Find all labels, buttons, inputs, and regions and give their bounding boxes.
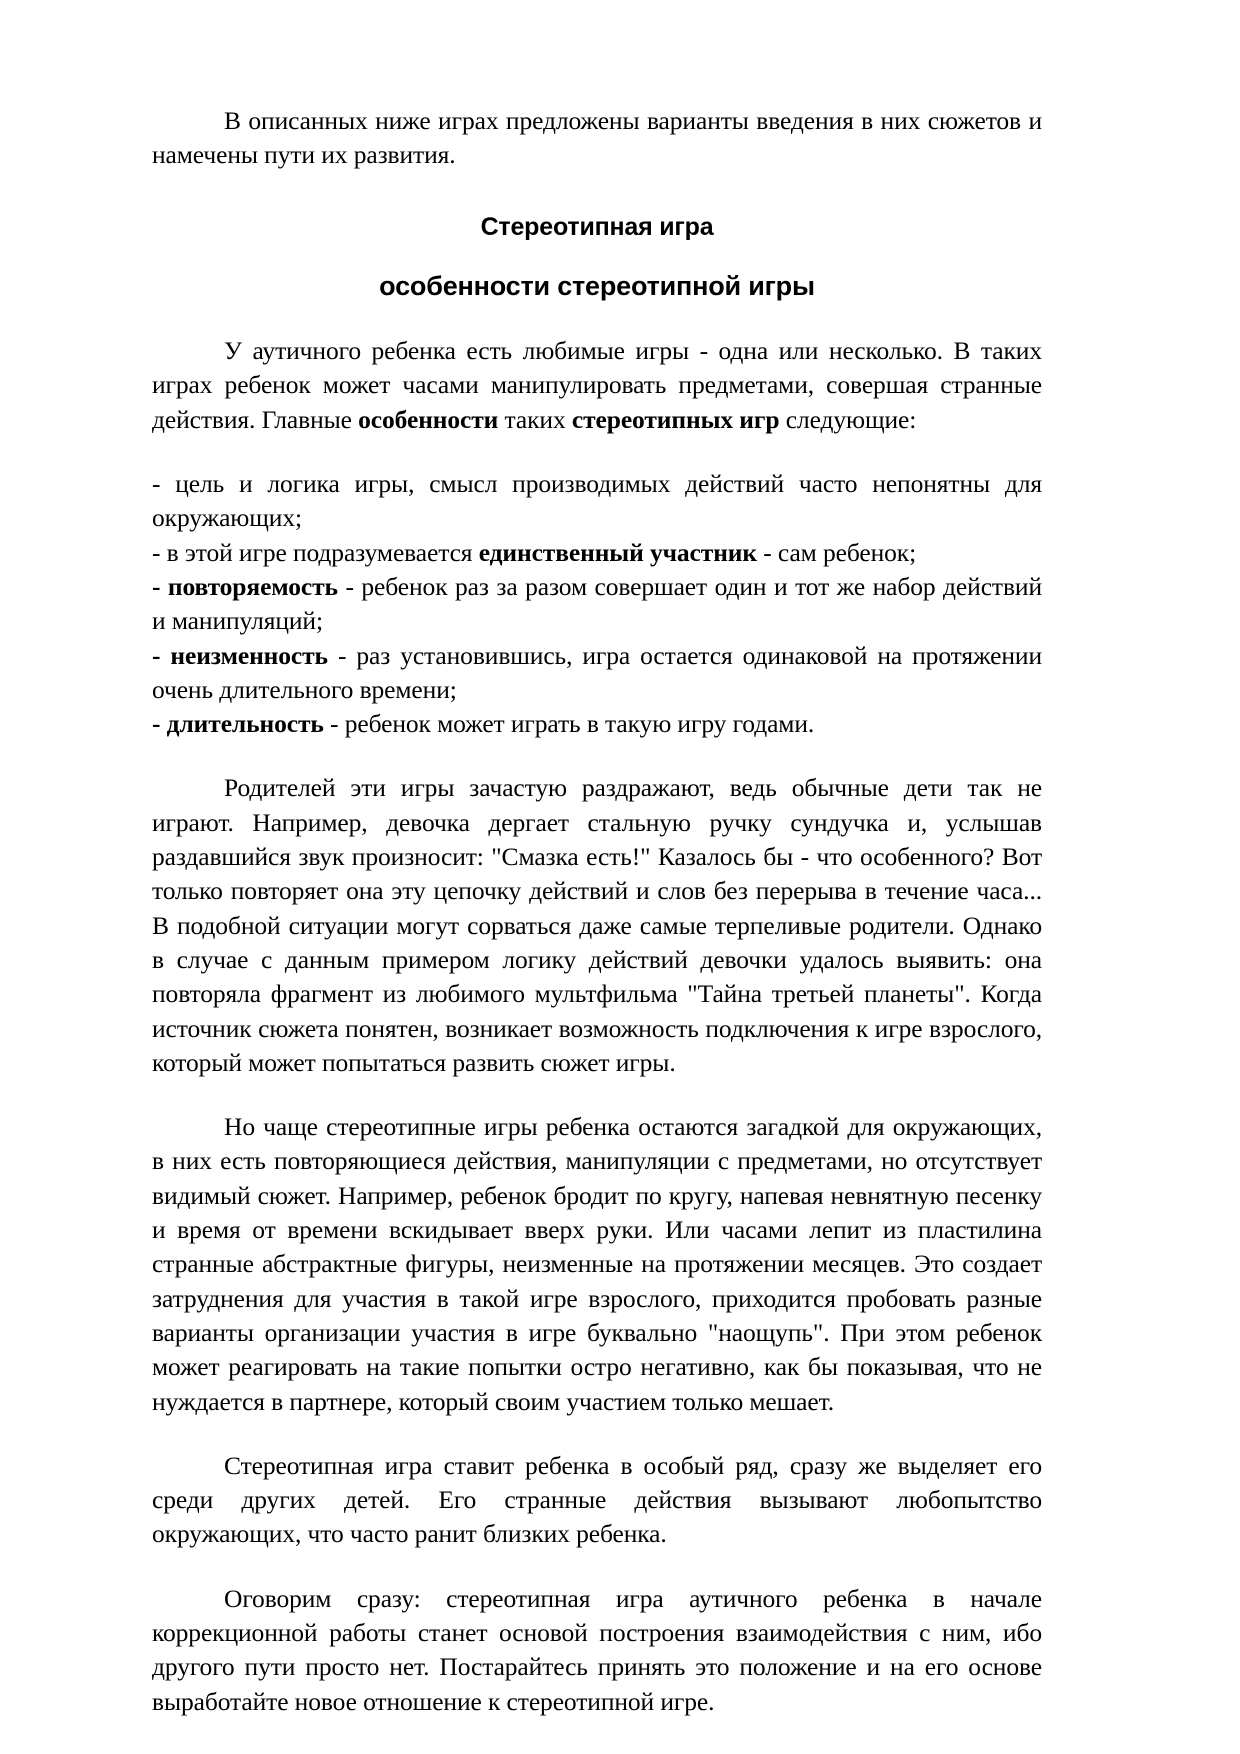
features-intro-part3: следующие: <box>779 404 917 434</box>
features-intro-part2: таких <box>498 404 572 434</box>
spacer-between-headings <box>152 243 1042 269</box>
list-item-text-pre: в этой игре подразумевается <box>166 537 479 567</box>
riddle-paragraph: Но чаще стереотипные игры ребенка остаются загадкой для окружающих, в них есть повторяющиеся действия, манипуляции с предметами, но отсутствует видимый сюжет. Например, ребенок бродит по кругу, напевая невнятную песенку и время от времени вскидывает вверх руки. Или часами лепит из пластилина странные абстрактные фигуры, неизменные на протяжении месяцев. Это создает затруднения для участия в такой игре взрослого, приходится пробовать разные варианты организации участия в игре буквально "наощупь". При этом ребенок может реагировать на такие попытки остро негативно, как бы показывая, что не нуждается в партнере, который своим участием только мешает. <box>152 1112 1042 1416</box>
list-item-text-post: - ребенок может играть в такую игру годами. <box>323 709 815 739</box>
list-item <box>152 639 1042 708</box>
special-paragraph: Стереотипная игра ставит ребенка в особый ряд, сразу же выделяет его среди других детей. Его странные действия вызывают любопытство окружающих, что часто ранит близких ребенка. <box>152 1450 1042 1549</box>
spacer-before-main-heading <box>152 173 1042 211</box>
features-bold-osobennosti: особенности <box>358 404 499 434</box>
list-item <box>152 536 1042 570</box>
list-item-dash: - <box>152 537 167 567</box>
list-item-text-post: - сам ребенок; <box>756 537 917 567</box>
spacer-before-special-paragraph <box>152 1419 1042 1449</box>
list-item-text: цель и логика игры, смысл производимых действий часто непонятны для окружающих; <box>152 469 1043 533</box>
spacer-before-list <box>152 437 1042 467</box>
spacer-after-subtitle <box>152 304 1042 334</box>
features-intro-part1: У аутичного ребенка есть любимые игры - одна или несколько. В таких играх ребенок может часами манипулировать предметами, совершая странные действия. Главные <box>152 336 1042 434</box>
features-intro-paragraph <box>152 334 1042 437</box>
list-item-text-post: - раз установившись, игра остается одинаковой на протяжении очень длительного времени; <box>152 640 1043 704</box>
list-item-bold-term: длительность <box>166 709 324 739</box>
list-item-bold-term: единственный участник <box>478 537 757 567</box>
conclusion-paragraph: Оговорим сразу: стереотипная игра аутичного ребенка в начале коррекционной работы станет основой построения взаимодействия с ним, ибо другого пути просто нет. Постарайтесь принять это положение и на его основе выработайте новое отношение к стереотипной игре. <box>152 1583 1042 1716</box>
intro-paragraph: В описанных ниже играх предложены варианты введения в них сюжетов и намечены пути их развития. <box>152 106 1042 170</box>
list-item-dash: - <box>152 640 171 670</box>
list-item-bold-term: неизменность <box>170 640 328 670</box>
list-item-dash: - <box>152 709 167 739</box>
list-item-text-post: - ребенок раз за разом совершает один и тот же набор действий и манипуляций; <box>152 571 1042 636</box>
document-body <box>152 104 1042 1719</box>
list-item-dash: - <box>152 469 176 499</box>
spacer-before-riddle-paragraph <box>152 1080 1042 1110</box>
parents-paragraph: Родителей эти игры зачастую раздражают, ведь обычные дети так не играют. Например, девочка дергает стальную ручку сундучка и, услышав раздавшийся звук произносит: "Смазка есть!" Казалось бы - что особенного? Вот только повторяет она эту цепочку действий и слов без перерыва в течение часа... В подобной ситуации могут сорваться даже самые терпеливые родители. Однако в случае с данным примером логику действий девочки удалось выявить: она повторяла фрагмент из любимого мультфильма "Тайна третьей планеты". Когда источник сюжета понятен, возникает возможность подключения к игре взрослого, который может попытаться развить сюжет игры. <box>152 773 1042 1077</box>
spacer-before-conclusion-paragraph <box>152 1552 1042 1582</box>
list-item-bold-term: повторяемость <box>167 571 338 601</box>
features-list <box>152 467 1042 741</box>
list-item <box>152 707 1042 741</box>
list-item <box>152 467 1042 536</box>
spacer-before-parents-paragraph <box>152 741 1042 771</box>
section-subtitle: особенности стереотипной игры <box>379 271 815 302</box>
list-item-dash: - <box>152 571 168 601</box>
list-item <box>152 570 1042 639</box>
features-bold-stereotipnyh-igr: стереотипных игр <box>571 404 780 434</box>
page-title: Стереотипная игра <box>480 212 714 241</box>
